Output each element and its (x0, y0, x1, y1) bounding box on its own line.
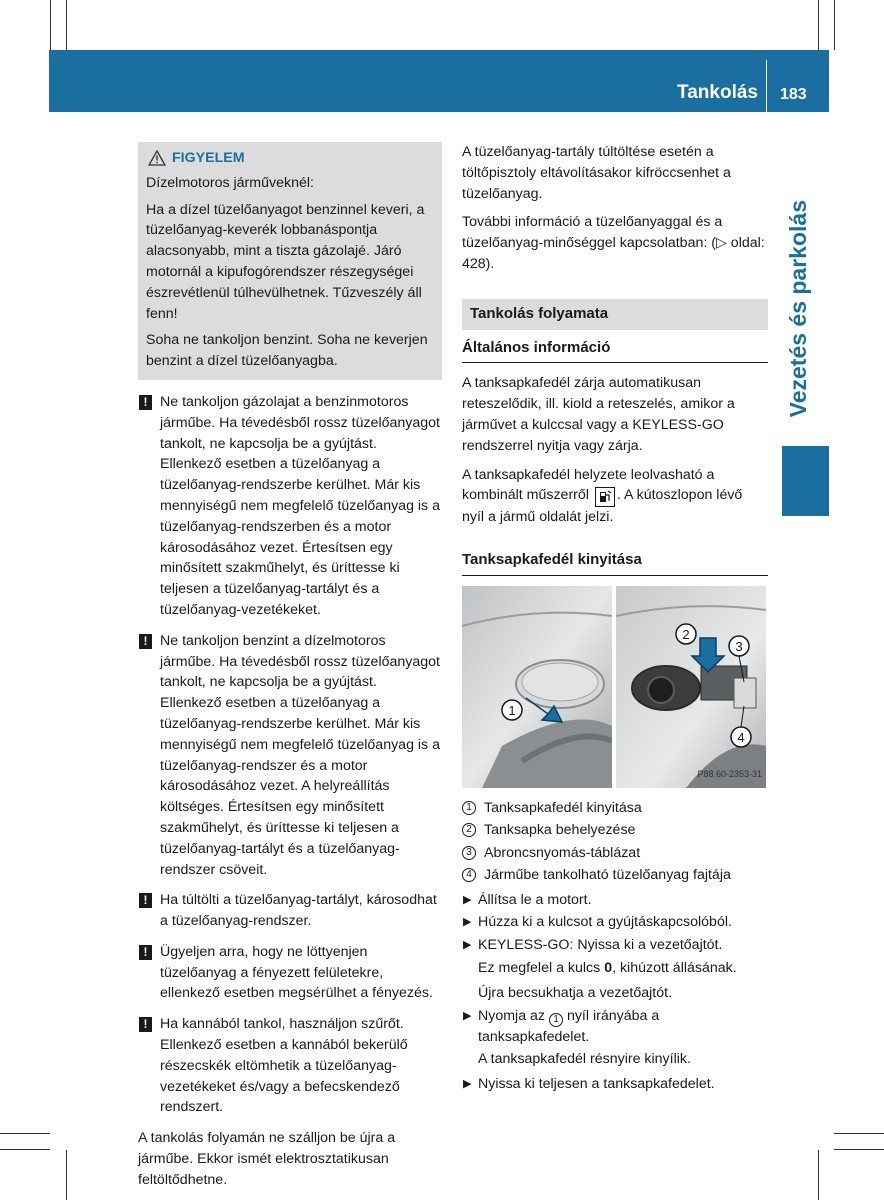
fuel-flap-photo-closed (462, 586, 612, 788)
step-result: Újra becsukhatja a vezetőajtót. (478, 984, 673, 1001)
chapter-marker-block (782, 446, 829, 516)
legend-text: Járműbe tankolható tüzelőanyag fajtája (484, 866, 731, 883)
crop-mark (50, 0, 51, 50)
step-text: Nyomja az (478, 1007, 546, 1024)
step-arrow-icon: ▶ (463, 1078, 472, 1091)
instruction-step (462, 890, 768, 911)
step-text: nyíl irányába a tanksapkafedelet. (478, 1007, 660, 1045)
crop-mark (66, 1150, 67, 1200)
legend-item (462, 843, 768, 864)
caution-note (138, 1014, 442, 1118)
legend-number: 1 (462, 801, 476, 815)
exclamation-icon: ! (139, 1017, 152, 1032)
legend-number: 2 (462, 823, 476, 837)
note-text: Ha kannából tankol, használjon szűrőt. Ellenkező esetben a kannából bekerülő részecskék eltömhetik a tüzelőanyag-vezetékeket és/vagy a befecskendező rendszert. (160, 1016, 408, 1116)
legend-text: Tanksapkafedél kinyitása (484, 799, 642, 816)
figure-code: P88.60-2353-31 (697, 769, 762, 780)
fuel-flap-figure (462, 586, 766, 788)
header-divider (766, 60, 767, 112)
crop-mark (834, 0, 835, 50)
callout-1: 1 (508, 702, 516, 718)
step-text: KEYLESS-GO: Nyissa ki a vezetőajtót. (478, 937, 723, 954)
instruction-step (462, 1006, 768, 1048)
section-title: Tankolás folyamata (462, 299, 768, 330)
step-text: Nyissa ki teljesen a tanksapkafedelet. (478, 1076, 715, 1093)
callout-2: 2 (682, 626, 690, 642)
overfill-paragraph: A tüzelőanyag-tartály túltöltése esetén a töltőpisztoly eltávolításakor kifröccsenhet a tüzelőanyag. (462, 144, 731, 202)
instruction-step (462, 1074, 768, 1095)
general-paragraph: A tanksapkafedél zárja automatikusan reteszelődik, ill. kiold a reteszelés, amikor a járművet a kulccsal vagy a KEYLESS-GO rendszerrel nyitja vagy zárja. (462, 375, 735, 454)
crop-mark (818, 1150, 819, 1200)
warning-box (138, 142, 442, 380)
crop-mark (0, 1149, 50, 1150)
instruction-step (462, 912, 768, 933)
exclamation-icon: ! (139, 893, 152, 908)
step-text: Húzza ki a kulcsot a gyújtáskapcsolóból. (478, 914, 732, 931)
note-text: Ne tankoljon gázolajat a benzinmotoros járműbe. Ha tévedésből rossz tüzelőanyagot tankolt, ne kapcsolja be a gyújtást. Ellenkező esetben a tüzelőanyag a tüzelőanyag-rendszerbe kerülhet. Már kis mennyiségű nem megfelelő tüzelőanyag is a tüzelőanyag-rendszerben és a motor károsodásához vezet. Értesítsen egy minősített szakműhelyt, és üríttesse ki teljesen a tüzelőanyag-tartályt és a tüzelőanyag-vezetékeket. (160, 393, 440, 618)
callout-3: 3 (735, 638, 743, 654)
step-arrow-icon: ▶ (463, 893, 472, 906)
chapter-side-label: Vezetés és parkolás (785, 200, 811, 418)
key-position: 0 (604, 960, 613, 977)
warning-header (148, 148, 434, 169)
chapter-side-tab (776, 200, 820, 480)
step-arrow-icon: ▶ (463, 1009, 472, 1022)
flap-text-after: . A kútoszlopon lévő nyíl a jármű oldalát jelzi. (462, 487, 743, 526)
right-column (462, 142, 768, 1097)
fuel-flap-photo-open (616, 586, 766, 788)
legend-item (462, 820, 768, 841)
caution-note (138, 392, 442, 621)
step-arrow-icon: ▶ (463, 916, 472, 929)
opening-heading: Tanksapkafedél kinyitása (462, 550, 768, 576)
step-result-text: , kihúzott állásának. (612, 960, 737, 977)
step-result-text: Ez megfelel a kulcs (478, 960, 601, 977)
crop-mark (834, 1149, 884, 1150)
caution-note (138, 890, 442, 932)
page-title: Tankolás (677, 82, 758, 103)
page-number: 183 (780, 86, 807, 103)
instruction-step (462, 935, 768, 956)
inline-callout-number: 1 (549, 1013, 563, 1027)
warning-paragraph: Soha ne tankoljon benzint. Soha ne keverjen benzint a dízel tüzelőanyagba. (146, 332, 428, 370)
fuel-info-paragraph: További információ a tüzelőanyaggal és a tüzelőanyag-minőséggel kapcsolatban: (▷ oldal: 428). (462, 214, 765, 272)
crop-mark (0, 1133, 50, 1134)
legend-text: Abroncsnyomás-táblázat (484, 844, 641, 861)
warning-paragraph: Ha a dízel tüzelőanyagot benzinnel keveri, a tüzelőanyag-keverék lobbanáspontja alacsonyabb, mint a tiszta gázolajé. Járó motornál a kipufogórendszer részegységei észrevétlenül túlhevülhetnek. Tűzveszély áll fenn! (146, 201, 425, 322)
crop-mark (66, 0, 67, 50)
caution-note (138, 631, 442, 881)
fuel-pump-icon (595, 487, 615, 507)
exclamation-icon: ! (139, 634, 152, 649)
step-arrow-icon: ▶ (463, 939, 472, 952)
callout-4: 4 (737, 729, 745, 745)
note-text: Ügyeljen arra, hogy ne löttyenjen tüzelőanyag a fényezett felületekre, ellenkező esetben megsérülhet a fényezés. (160, 943, 433, 1002)
flap-text-before: A tanksapkafedél helyzete leolvasható a kombinált műszerről (462, 466, 715, 504)
step-result (462, 958, 768, 979)
warning-paragraph: Dízelmotoros járműveknél: (146, 174, 314, 191)
crop-mark (834, 1133, 884, 1134)
legend-text: Tanksapka behelyezése (484, 822, 636, 839)
general-heading: Általános információ (462, 338, 768, 364)
exclamation-icon: ! (139, 395, 152, 410)
warning-title: FIGYELEM (172, 150, 245, 166)
note-text: Ha túltölti a tüzelőanyag-tartályt, károsodhat a tüzelőanyag-rendszer. (160, 892, 437, 930)
crop-mark (818, 0, 819, 50)
left-column (138, 142, 442, 1199)
legend-number: 4 (462, 868, 476, 882)
legend-item (462, 798, 768, 819)
exclamation-icon: ! (139, 945, 152, 960)
caution-note (138, 942, 442, 1004)
warning-triangle-icon (148, 150, 166, 166)
legend-item (462, 865, 768, 886)
note-text: Ne tankoljon benzint a dízelmotoros járműbe. Ha tévedésből rossz tüzelőanyagot tankolt, ne kapcsolja be a gyújtást. Ellenkező esetben a tüzelőanyag a tüzelőanyag-rendszerbe kerülhet. Már kis mennyiségű nem megfelelő tüzelőanyag is a tüzelőanyag-rendszer és a motor károsodásához vezet. A helyreállítás költséges. Értesítsen egy minősített szakműhelyt, és üríttesse ki teljesen a tüzelőanyag-tartályt és a tüzelőanyag-rendszer csöveit. (160, 632, 440, 878)
flap-position-paragraph (462, 465, 768, 529)
step-result: A tanksapkafedél résnyire kinyílik. (478, 1051, 691, 1068)
legend-number: 3 (462, 846, 476, 860)
closing-paragraph: A tankolás folyamán ne szálljon be újra a járműbe. Ekkor ismét elektrosztatikusan feltöltődhetne. (138, 1130, 396, 1188)
step-text: Állítsa le a motort. (478, 891, 592, 908)
